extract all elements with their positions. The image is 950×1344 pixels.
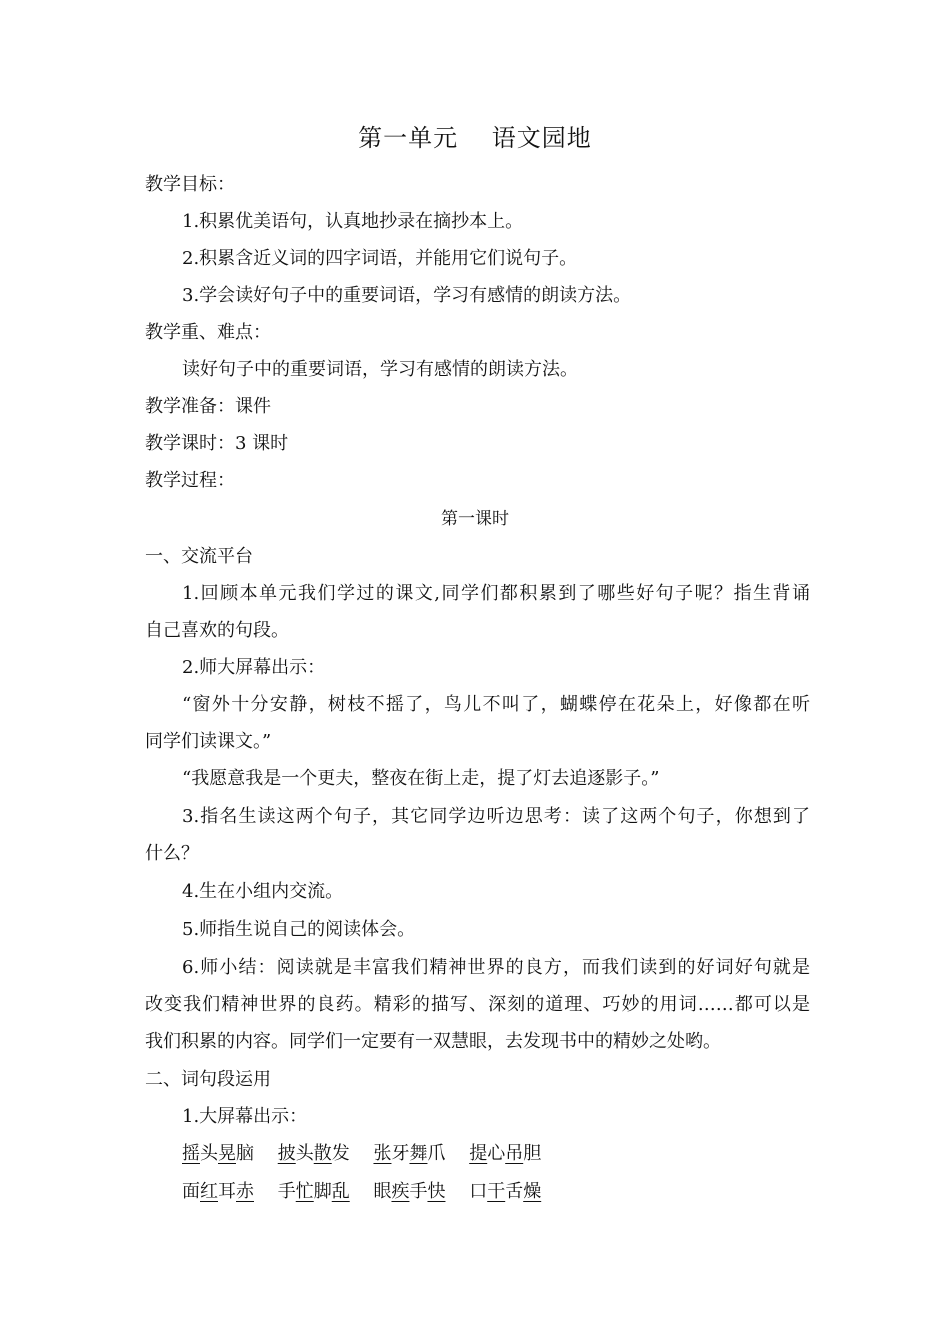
- s1-item-5: 5.师指生说自己的阅读体会。: [182, 919, 416, 940]
- s1-quote-2: “我愿意我是一个更夫，整夜在街上走，提了灯去追逐影子。”: [182, 768, 660, 789]
- idiom: 摇头晃脑: [182, 1143, 254, 1164]
- idiom: 口干舌燥: [469, 1181, 542, 1202]
- s1-item-1-line-1: 1.回顾本单元我们学过的课文,同学们都积累到了哪些好句子呢？指生背诵: [182, 583, 810, 604]
- class-hours-line: 教学课时：3 课时: [145, 433, 289, 454]
- s1-quote-1-line-2: 同学们读课文。”: [145, 731, 272, 752]
- s1-quote-1-line-1: “窗外十分安静，树枝不摇了，鸟儿不叫了，蝴蝶停在花朵上，好像都在听: [182, 694, 810, 715]
- idiom: 眼疾手快: [373, 1181, 446, 1202]
- goal-item-3: 3.学会读好句子中的重要词语，学习有感情的朗读方法。: [182, 285, 632, 306]
- section-1-heading: 一、交流平台: [145, 546, 253, 567]
- idiom-row-1: [182, 1135, 559, 1172]
- s1-item-6-line-3: 我们积累的内容。同学们一定要有一双慧眼，去发现书中的精妙之处哟。: [145, 1031, 721, 1052]
- key-points-heading: 教学重、难点：: [145, 322, 271, 343]
- goal-item-2: 2.积累含近义词的四字词语，并能用它们说句子。: [182, 248, 578, 269]
- goals-heading: 教学目标：: [145, 174, 235, 195]
- page-title: 第一单元 语文园地: [358, 124, 592, 152]
- idiom: 提心吊胆: [469, 1143, 542, 1164]
- idiom: 面红耳赤: [182, 1181, 254, 1202]
- idiom: 张牙舞爪: [373, 1143, 446, 1164]
- key-points-text: 读好句子中的重要词语，学习有感情的朗读方法。: [182, 359, 578, 380]
- idiom: 披头散发: [277, 1143, 350, 1164]
- s1-item-2: 2.师大屏幕出示：: [182, 657, 326, 678]
- s1-item-6-line-2: 改变我们精神世界的良药。精彩的描写、深刻的道理、巧妙的用词……都可以是: [145, 994, 810, 1015]
- s1-item-6-line-1: 6.师小结：阅读就是丰富我们精神世界的良方，而我们读到的好词好句就是: [182, 957, 810, 978]
- s1-item-3-line-2: 什么？: [145, 843, 199, 864]
- process-heading: 教学过程：: [145, 470, 235, 491]
- idiom: 手忙脚乱: [277, 1181, 350, 1202]
- idiom-row-2: [182, 1173, 559, 1210]
- lesson-1-heading: 第一课时: [441, 509, 509, 529]
- section-2-heading: 二、词句段运用: [145, 1069, 271, 1090]
- s1-item-4: 4.生在小组内交流。: [182, 881, 344, 902]
- s2-item-1: 1.大屏幕出示：: [182, 1106, 308, 1127]
- s1-item-1-line-2: 自己喜欢的句段。: [145, 620, 289, 641]
- s1-item-3-line-1: 3.指名生读这两个句子，其它同学边听边思考：读了这两个句子，你想到了: [182, 806, 810, 827]
- goal-item-1: 1.积累优美语句，认真地抄录在摘抄本上。: [182, 211, 524, 232]
- preparation-line: 教学准备：课件: [145, 396, 271, 417]
